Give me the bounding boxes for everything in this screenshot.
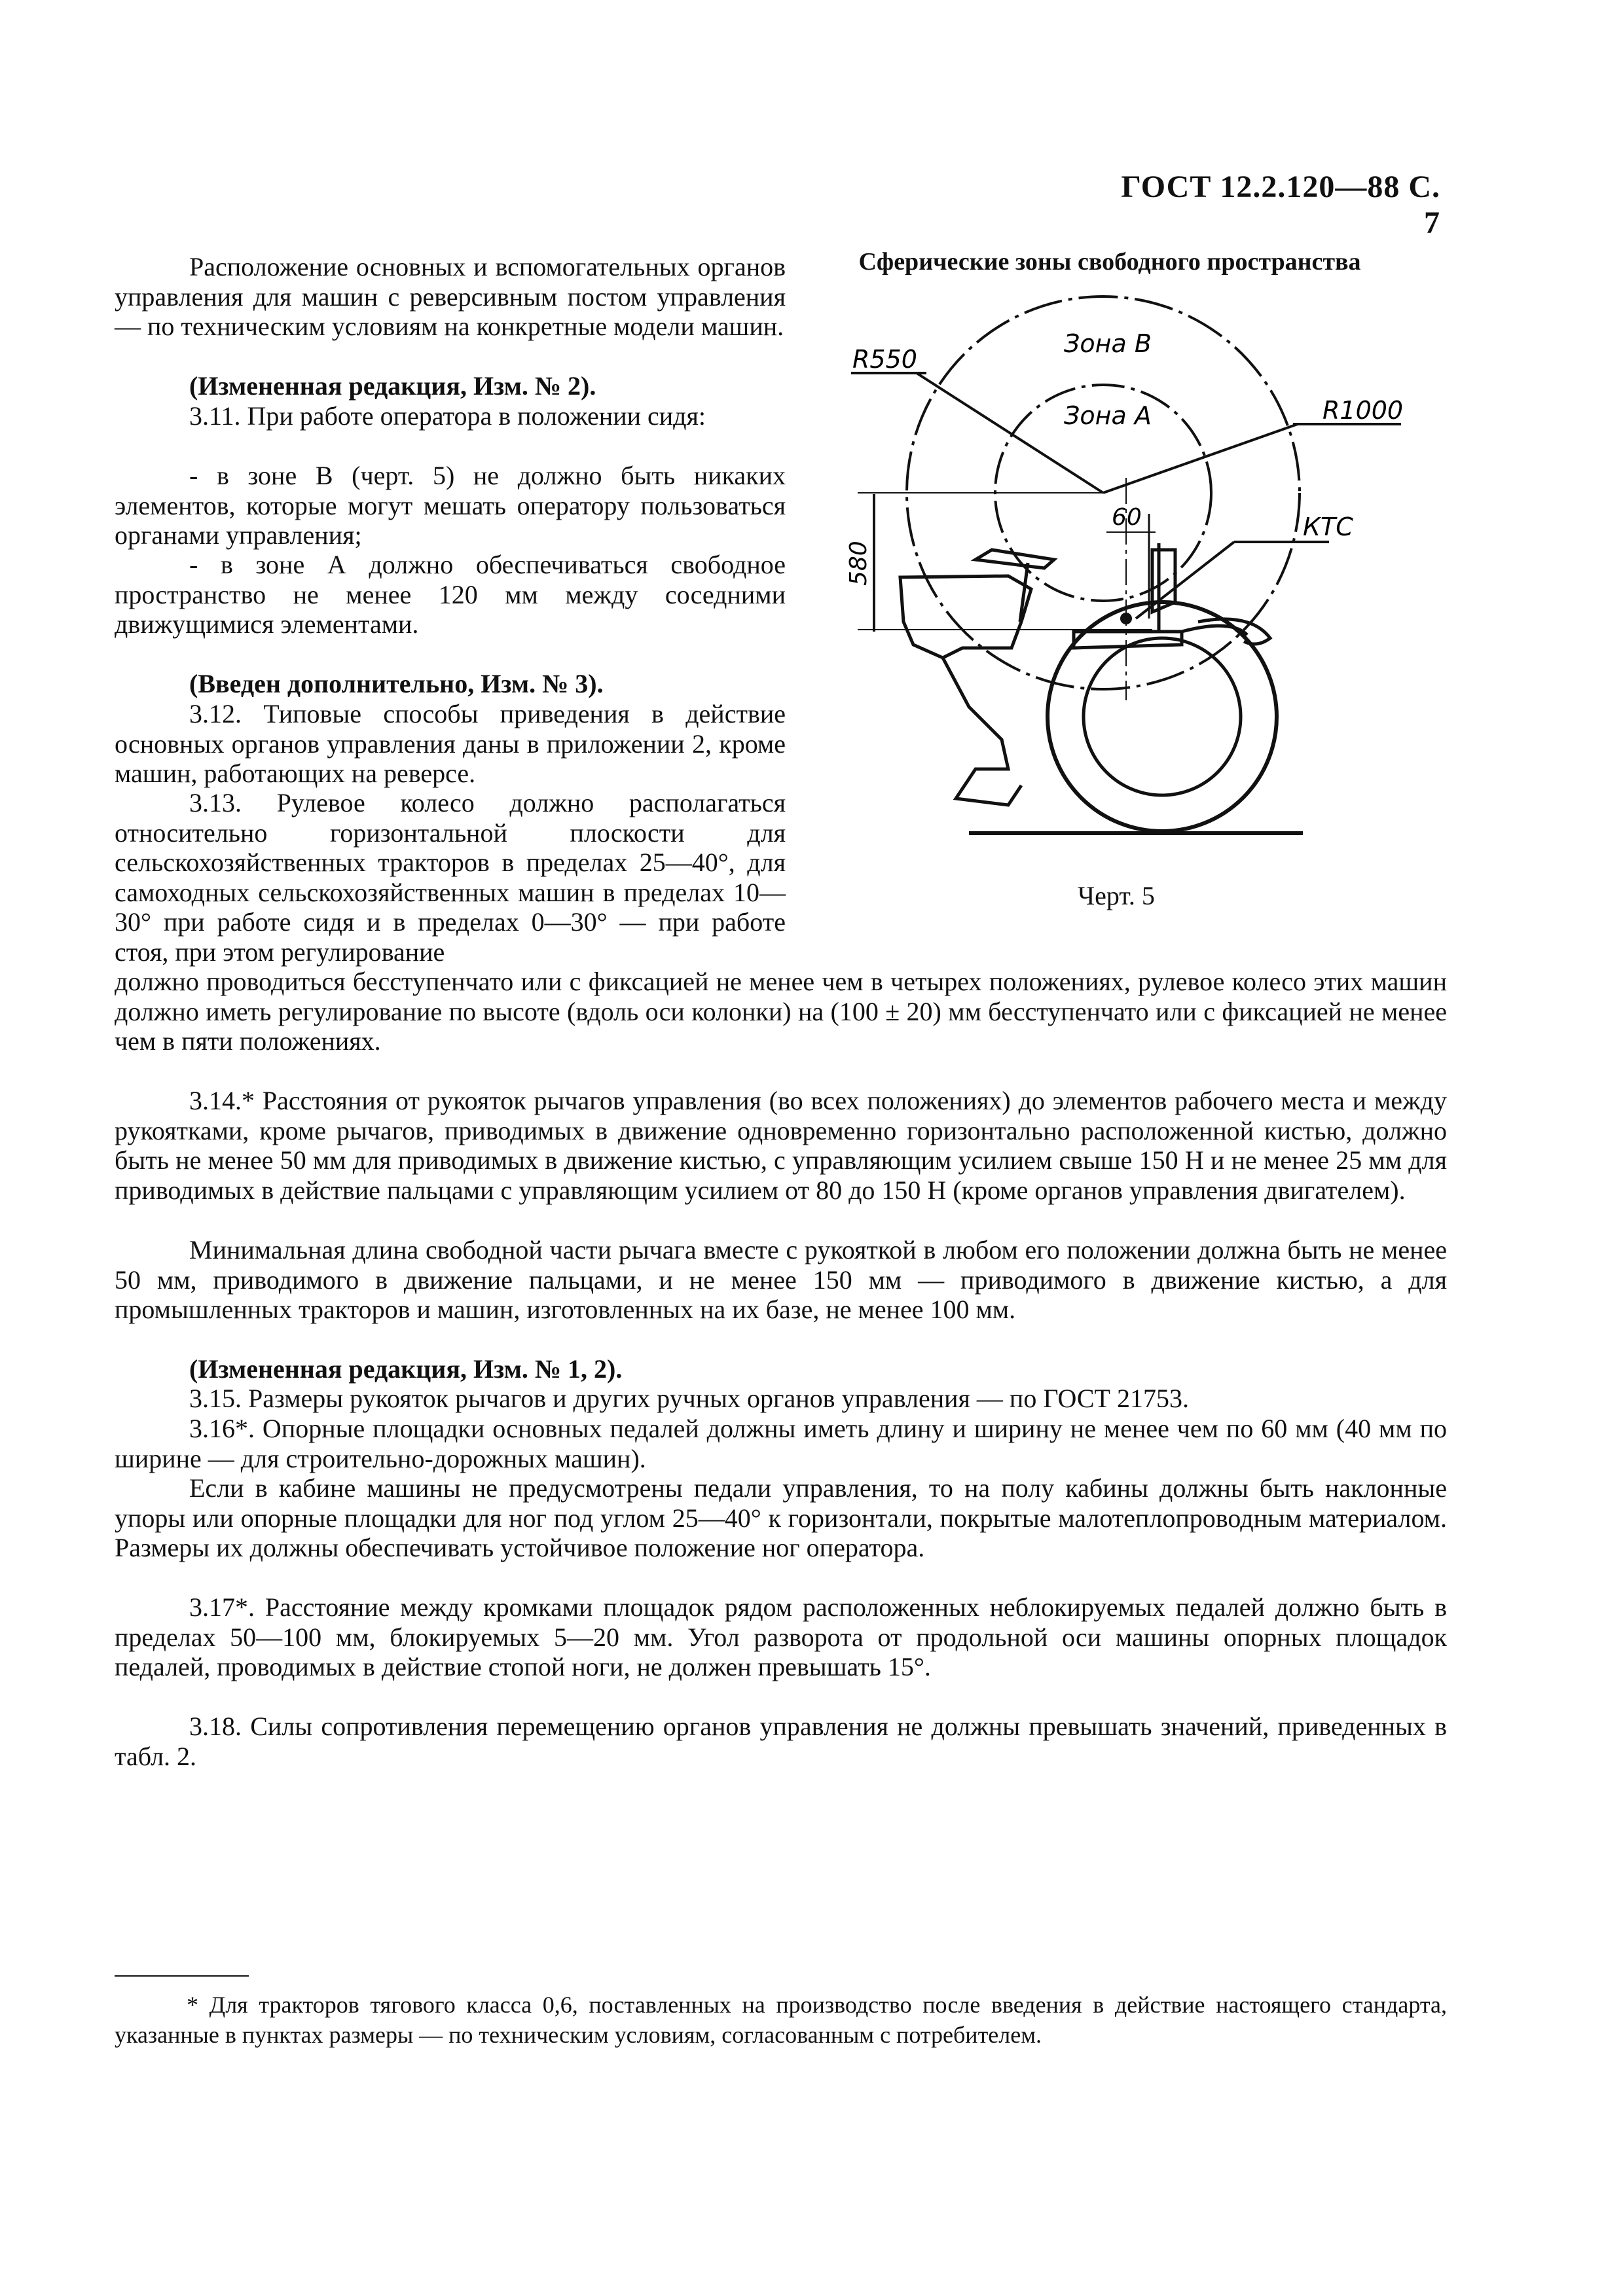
zone-a-label: Зона А (1064, 401, 1152, 430)
paragraph-reverse-control: Расположение основных и вспомогательных органов управления для машин с реверсивным постом управления — по техническим условиям на конкретные модели машин. (115, 252, 786, 341)
page-header: ГОСТ 12.2.120—88 С. 7 (1121, 170, 1440, 240)
paragraph-3-15: 3.15. Размеры рукояток рычагов и других ручных органов управления — по ГОСТ 21753. (189, 1384, 1189, 1413)
r1000-label: R1000 (1322, 396, 1404, 425)
figure-title: Сферические зоны свободного пространства (858, 248, 1361, 276)
dim-580-label: 580 (845, 541, 872, 586)
footnote-text: * Для тракторов тягового класса 0,6, поставленных на производство после введения в действие настоящего стандарта, указанные в пунктах размеры — по техническим условиям, согласованным с потребителем. (115, 1992, 1447, 2048)
paragraph-pedals: Если в кабине машины не предусмотрены педали управления, то на полу кабины должны быть наклонные упоры или опорные площадки для ног под углом 25—40° к горизонтали, покрытые малотеплопроводным материалом. Размеры их должны обеспечивать устойчивое положение ног оператора. (115, 1473, 1447, 1562)
paragraph-zone-a: - в зоне А должно обеспечиваться свободное пространство не менее 120 мм между соседними движущимися элементами. (115, 550, 786, 639)
paragraph-3-11: 3.11. При работе оператора в положении сидя: (189, 401, 706, 431)
paragraph-3-13: 3.13. Рулевое колесо должно располагаться относительно горизонтальной плоскости для сельскохозяйственных тракторов в пределах 25—40°, для самоходных сельскохозяйственных машин в пределах 10—30° при работе сидя и в пределах 0—30° — при работе стоя, при этом регулирование (115, 788, 786, 967)
paragraph-zone-b: - в зоне В (черт. 5) не должно быть никаких элементов, которые могут мешать оператору пользоваться органами управления; (115, 461, 786, 550)
amendment-note-3: (Введен дополнительно, Изм. № 3). (189, 669, 604, 698)
ktc-label: КТС (1303, 512, 1353, 541)
figure-free-space-zones (812, 281, 1434, 870)
amendment-note-2: (Измененная редакция, Изм. № 2). (189, 371, 596, 401)
paragraph-3-12: 3.12. Типовые способы приведения в действие основных органов управления даны в приложении 2, кроме машин, работающих на реверсе. (115, 699, 786, 788)
paragraph-3-13-cont: должно проводиться бесступенчато или с фиксацией не менее чем в четырех положениях, рулевое колесо этих машин должно иметь регулирование по высоте (вдоль оси колонки) на (100 ± 20) мм бесступенчато или с фиксацией не менее чем в пяти положениях. (115, 967, 1447, 1056)
zone-b-label: Зона В (1064, 329, 1152, 358)
dim-60-label: 60 (1112, 504, 1142, 531)
paragraph-3-14: 3.14.* Расстояния от рукояток рычагов управления (во всех положениях) до элементов рабочего места и между рукоятками, кроме рычагов, приводимых в движение одновременно горизонтально расположенной кистью, должно быть не менее 50 мм для приводимых в движение кистью, с управляющим усилием свыше 150 Н и не менее 25 мм для приводимых в действие пальцами с управляющим усилием от 80 до 150 Н (кроме органов управления двигателем). (115, 1086, 1447, 1205)
r550-label: R550 (852, 345, 917, 374)
amendment-note-1-2: (Измененная редакция, Изм. № 1, 2). (189, 1354, 623, 1384)
footnote-divider (115, 1975, 249, 1977)
paragraph-3-18: 3.18. Силы сопротивления перемещению органов управления не должны превышать значений, приведенных в табл. 2. (115, 1712, 1447, 1771)
paragraph-3-17: 3.17*. Расстояние между кромками площадок рядом расположенных неблокируемых педалей должно быть в пределах 50—100 мм, блокируемых 5—20 мм. Угол разворота от продольной оси машины опорных площадок педалей, проводимых в действие стопой ноги, не должен превышать 15°. (115, 1592, 1447, 1681)
paragraph-lever-length: Минимальная длина свободной части рычага вместе с рукояткой в любом его положении должна быть не менее 50 мм, приводимого в движение пальцами, и не менее 150 мм — приводимого в движение кистью, а для промышленных тракторов и машин, изготовленных на их базе, не менее 100 мм. (115, 1235, 1447, 1324)
figure-caption: Черт. 5 (1078, 881, 1155, 910)
wheel-inner (1084, 638, 1241, 795)
paragraph-3-16: 3.16*. Опорные площадки основных педалей должны иметь длину и ширину не менее чем по 60 мм (40 мм по ширине — для строительно-дорожных машин). (115, 1414, 1447, 1473)
